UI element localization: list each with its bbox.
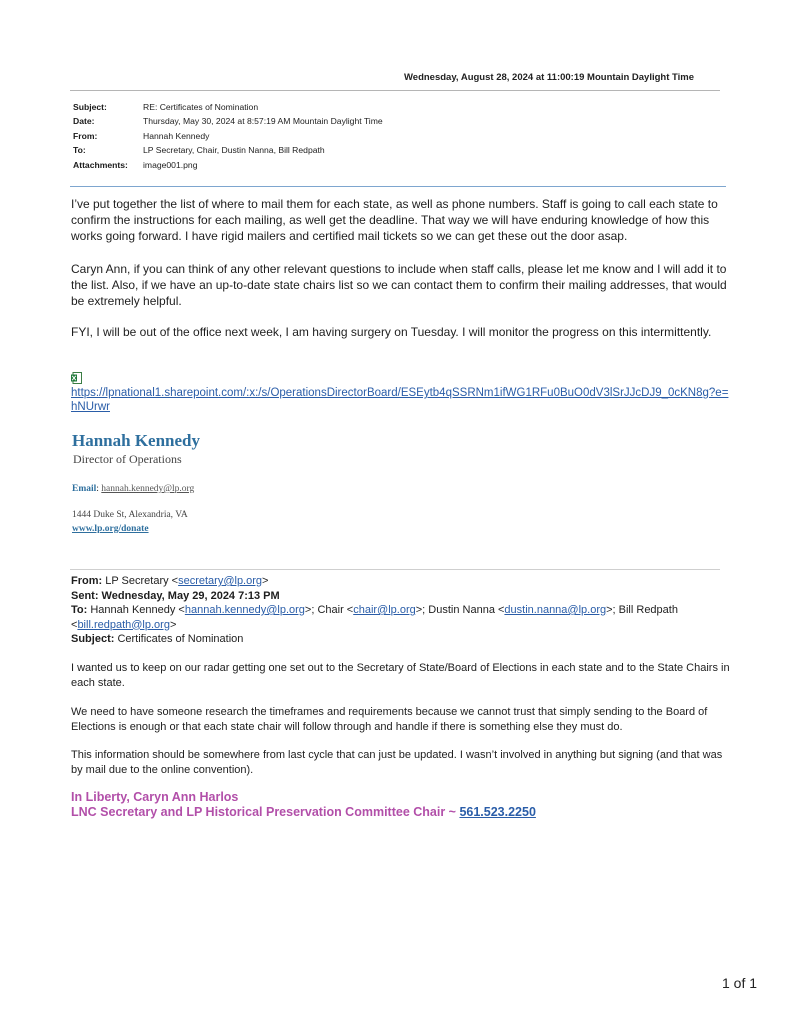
signature-name: Hannah Kennedy <box>72 431 201 450</box>
closing-line-2 <box>71 805 536 820</box>
meta-date-row <box>73 114 383 128</box>
email-separator: : <box>96 484 102 494</box>
meta-from-row <box>73 129 383 143</box>
excel-file-icon[interactable] <box>71 372 82 384</box>
signature-email <box>72 484 194 494</box>
body-paragraph-2: Caryn Ann, if you can think of any other relevant questions to include when staff calls, please let me know and I will add it to the list. Also, if we have an up-to-date state chairs list so we can contact them to confirm their mailing addresses, that would be extremely helpful. <box>71 262 727 308</box>
fwd-to-hannah-link[interactable]: hannah.kennedy@lp.org <box>184 604 305 616</box>
page-number: 1 of 1 <box>722 975 758 991</box>
fwd-sent-line <box>71 589 736 604</box>
closing-role: LNC Secretary and LP Historical Preservation Committee Chair ~ <box>71 804 460 819</box>
body-paragraph-1: I’ve put together the list of where to mail them for each state, as well as phone numbers. Staff is going to call each state to confirm the instructions for each mailing, as well get the deadline. That way we will have enduring knowledge of how this works going forward. I have rigid mailers and certified mail tickets so we can get these out the door asap. <box>71 197 718 243</box>
closing-signature <box>71 790 536 819</box>
fwd-from-line <box>71 574 736 589</box>
fwd-subject-label: Subject: <box>71 633 115 645</box>
meta-attachments-row <box>73 158 383 172</box>
fwd-subject-line <box>71 632 736 647</box>
fwd-from-email-link[interactable]: secretary@lp.org <box>178 575 263 587</box>
meta-to-row <box>73 143 383 157</box>
meta-date: Thursday, May 30, 2024 at 8:57:19 AM Mountain Daylight Time <box>143 116 383 127</box>
fwd-to-line <box>71 603 736 632</box>
forwarded-header <box>71 574 736 647</box>
fwd-from-close: > <box>262 575 269 587</box>
email-label: Email <box>72 484 97 494</box>
fwd-to-dustin-link[interactable]: dustin.nanna@lp.org <box>504 604 607 616</box>
fwd-to-bill-link[interactable]: bill.redpath@lp.org <box>77 618 170 631</box>
meta-subject-row <box>73 100 383 114</box>
meta-label: From: <box>73 130 98 141</box>
body-paragraph-3: FYI, I will be out of the office next week, I am having surgery on Tuesday. I will monitor the progress on this intermittently. <box>71 325 712 339</box>
metadata-divider <box>70 186 726 187</box>
fwd-from-name: LP Secretary < <box>102 575 179 587</box>
fwd-from-label: From: <box>71 575 103 587</box>
meta-label: Attachments: <box>73 159 128 170</box>
meta-label: To: <box>73 145 86 156</box>
signature-title: Director of Operations <box>73 452 182 466</box>
meta-label: Subject: <box>73 102 107 112</box>
fwd-to-1-name: Hannah Kennedy < <box>87 604 185 616</box>
fwd-to-2-name: >; Chair < <box>304 604 354 616</box>
forward-divider <box>70 569 720 570</box>
fwd-to-label: To: <box>71 604 88 616</box>
donate-link[interactable]: www.lp.org/donate <box>72 524 149 534</box>
meta-subject: RE: Certificates of Nomination <box>143 102 259 112</box>
fwd-to-close: > <box>169 618 177 631</box>
forwarded-paragraph-3: This information should be somewhere from last cycle that can just be updated. I wasn’t involved in anything but signing (and that was by mail due to the online convention). <box>71 749 723 776</box>
meta-to: LP Secretary, Chair, Dustin Nanna, Bill Redpath <box>143 145 325 156</box>
meta-attachment-file[interactable]: image001.png <box>143 159 198 170</box>
fwd-to-4-name: >; Bill Redpath < <box>71 604 678 631</box>
fwd-sent-label: Sent: <box>71 589 99 602</box>
forwarded-paragraph-1: I wanted us to keep on our radar getting one set out to the Secretary of State/Board of Elections in each state and to the State Chairs in each state. <box>71 662 730 689</box>
signature-address: 1444 Duke St, Alexandria, VA <box>72 510 188 520</box>
meta-from: Hannah Kennedy <box>143 130 210 141</box>
fwd-sent-value: Wednesday, May 29, 2024 7:13 PM <box>98 589 280 602</box>
meta-label: Date: <box>73 116 95 127</box>
forwarded-paragraph-2: We need to have someone research the timeframes and requirements because we cannot trust that simply sending to the Board of Elections is enough or that each state chair will follow through and handle if there is something else they must do. <box>71 706 708 733</box>
phone-link[interactable]: 561.523.2250 <box>459 804 536 819</box>
header-divider <box>70 90 720 91</box>
email-metadata <box>73 100 383 172</box>
closing-line-1: In Liberty, Caryn Ann Harlos <box>71 790 239 804</box>
fwd-subject-value: Certificates of Nomination <box>114 633 244 645</box>
fwd-to-3-name: >; Dustin Nanna < <box>415 604 505 616</box>
fwd-to-chair-link[interactable]: chair@lp.org <box>353 604 416 616</box>
sharepoint-link[interactable]: https://lpnational1.sharepoint.com/:x:/s/OperationsDirectorBoard/ESEytb4qSSRNm1ifWG1RFu0BuO0dV3lSrJJcDJ9_0cKN8g?e=hNUrwr <box>71 387 729 413</box>
print-timestamp: Wednesday, August 28, 2024 at 11:00:19 Mountain Daylight Time <box>404 72 695 83</box>
email-link[interactable]: hannah.kennedy@lp.org <box>101 484 195 494</box>
